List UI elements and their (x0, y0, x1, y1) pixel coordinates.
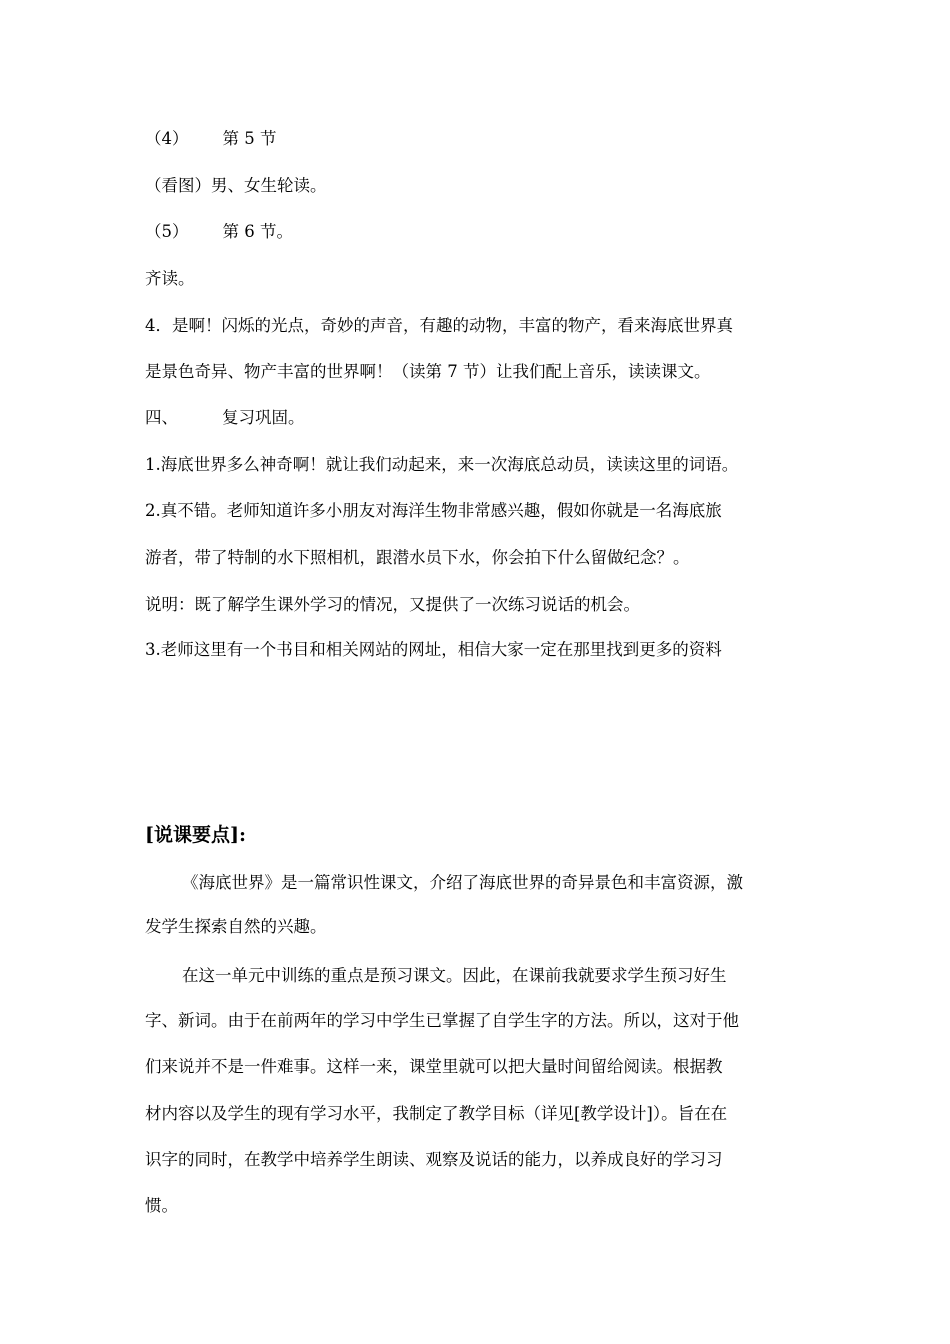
paragraph-4-line-2: 是景色奇异、物产丰富的世界啊！（读第 7 节）让我们配上音乐，读读课文。 (145, 362, 711, 381)
step-5-line (145, 220, 815, 244)
key-points-para-2-line-2: 字、新词。由于在前两年的学习中学生已掌握了自学生字的方法。所以，这对于他 (145, 1011, 739, 1030)
key-points-para-2-line-4: 材内容以及学生的现有学习水平，我制定了教学目标（详见[教学设计]）。旨在在 (145, 1104, 728, 1123)
section-4-number: 四、 (145, 408, 178, 427)
key-points-para-1-line-2: 发学生探索自然的兴趣。 (145, 917, 327, 936)
key-points-para-2-line-6: 惯。 (145, 1196, 178, 1215)
step-4-line (145, 127, 815, 151)
step-4-number: （4） (145, 129, 189, 148)
section-4-note: 说明：既了解学生课外学习的情况，又提供了一次练习说话的机会。 (145, 595, 640, 614)
step-5-number: （5） (145, 222, 189, 241)
key-points-heading: [说课要点]: (145, 824, 246, 846)
key-points-para-2-line-5: 识字的同时，在教学中培养学生朗读、观察及说话的能力，以养成良好的学习习 (145, 1150, 723, 1169)
section-4-item-3: 3.老师这里有一个书目和相关网站的网址，相信大家一定在那里找到更多的资料 (145, 640, 722, 659)
step-4-text: 第 5 节 (222, 129, 277, 148)
step-5-text: 第 6 节。 (222, 222, 293, 241)
step-4-note: （看图）男、女生轮读。 (145, 176, 327, 195)
key-points-para-1-line-1: 《海底世界》是一篇常识性课文，介绍了海底世界的奇异景色和丰富资源，激 (182, 873, 743, 892)
paragraph-4-line-1: 4．是啊！闪烁的光点，奇妙的声音，有趣的动物，丰富的物产，看来海底世界真 (145, 316, 733, 335)
section-4-title: 复习巩固。 (222, 408, 305, 427)
step-5-note: 齐读。 (145, 269, 195, 288)
section-4-heading (145, 406, 815, 430)
section-4-item-2-line-1: 2.真不错。老师知道许多小朋友对海洋生物非常感兴趣，假如你就是一名海底旅 (145, 501, 722, 520)
key-points-para-2-line-1: 在这一单元中训练的重点是预习课文。因此，在课前我就要求学生预习好生 (182, 966, 727, 985)
key-points-para-2-line-3: 们来说并不是一件难事。这样一来，课堂里就可以把大量时间留给阅读。根据教 (145, 1057, 723, 1076)
section-4-item-2-line-2: 游者，带了特制的水下照相机，跟潜水员下水，你会拍下什么留做纪念？。 (145, 548, 690, 567)
section-4-item-1: 1.海底世界多么神奇啊！就让我们动起来，来一次海底总动员，读读这里的词语。 (145, 455, 739, 474)
